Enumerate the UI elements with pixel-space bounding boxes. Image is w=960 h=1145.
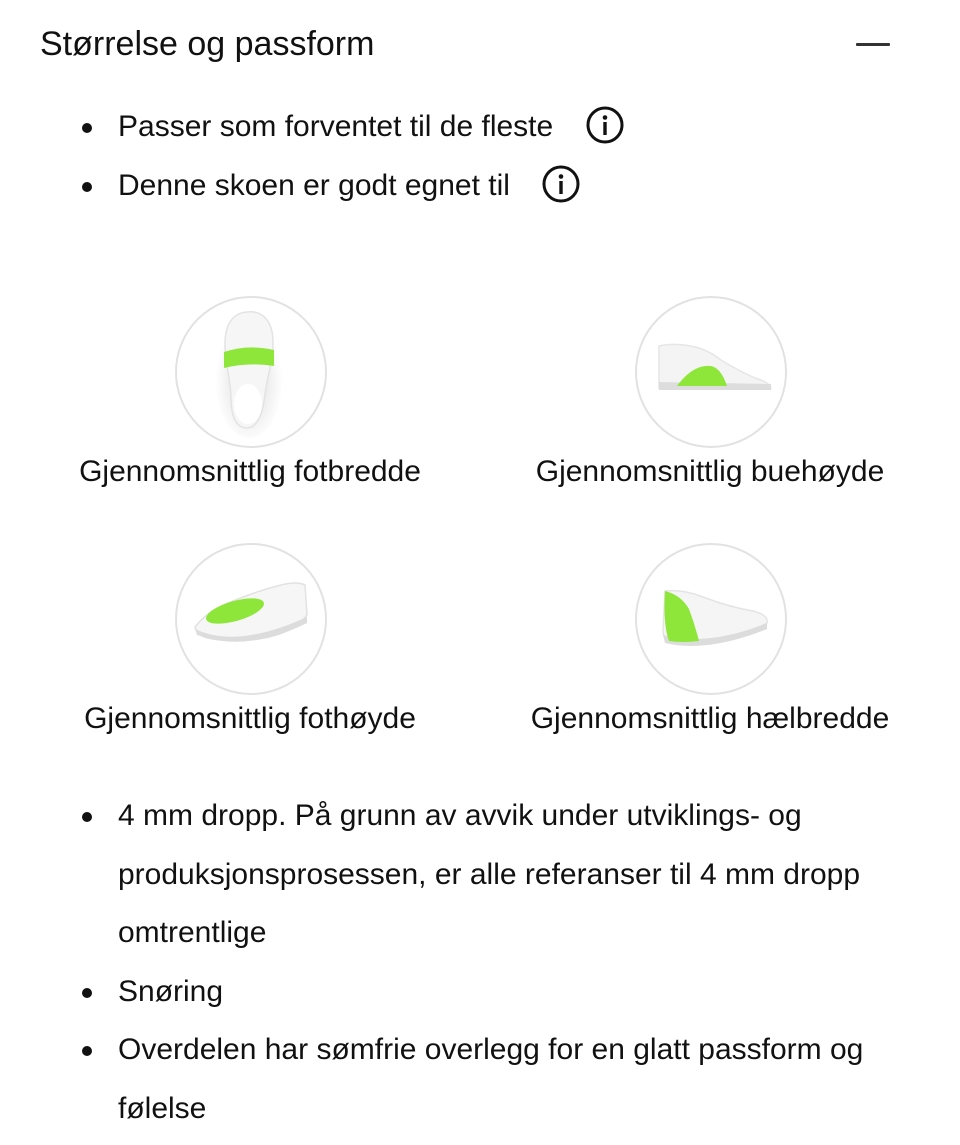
collapse-button[interactable] bbox=[848, 24, 896, 64]
list-item bbox=[0, 1021, 960, 1138]
section-title: Størrelse og passform bbox=[40, 25, 375, 63]
fit-feature-label: Gjennomsnittlig buehøyde bbox=[535, 455, 885, 488]
arch-height-icon bbox=[635, 296, 787, 448]
info-icon[interactable] bbox=[542, 165, 580, 203]
bullet-icon bbox=[82, 988, 92, 998]
fit-feature-instep-height bbox=[20, 537, 480, 767]
heel-width-icon bbox=[635, 543, 787, 695]
foot-width-icon bbox=[175, 296, 327, 448]
bullet-icon bbox=[82, 1046, 92, 1056]
list-item bbox=[0, 787, 960, 963]
bullet-icon bbox=[82, 182, 92, 192]
section-header[interactable] bbox=[0, 0, 960, 90]
fit-feature-label: Gjennomsnittlig fotbredde bbox=[79, 455, 421, 488]
list-item-text: Passer som forventet til de fleste bbox=[118, 110, 554, 143]
product-details-list bbox=[0, 787, 960, 1138]
list-item-text: Snøring bbox=[118, 974, 224, 1008]
bullet-icon bbox=[82, 123, 92, 133]
list-item-text: 4 mm dropp. På grunn av avvik under utviklings- og produksjonsprosessen, er alle referanser til 4 mm dropp omtrentlige bbox=[118, 799, 861, 949]
list-item-text: Overdelen har sømfrie overlegg for en glatt passform og følelse bbox=[118, 1033, 864, 1125]
fit-feature-heel-width bbox=[480, 537, 940, 767]
list-item bbox=[0, 157, 960, 216]
fit-summary-list bbox=[0, 98, 960, 215]
instep-height-icon bbox=[175, 543, 327, 695]
fit-feature-arch-height bbox=[480, 290, 940, 520]
list-item bbox=[0, 963, 960, 1022]
fit-feature-foot-width bbox=[20, 290, 480, 520]
info-icon[interactable] bbox=[586, 106, 624, 144]
list-item-text: Denne skoen er godt egnet til bbox=[118, 168, 510, 202]
fit-feature-label: Gjennomsnittlig fothøyde bbox=[84, 702, 416, 735]
fit-features-grid bbox=[0, 290, 960, 760]
fit-feature-label: Gjennomsnittlig hælbredde bbox=[530, 702, 890, 735]
bullet-icon bbox=[82, 812, 92, 822]
minus-icon bbox=[856, 43, 890, 46]
list-item bbox=[0, 98, 960, 157]
